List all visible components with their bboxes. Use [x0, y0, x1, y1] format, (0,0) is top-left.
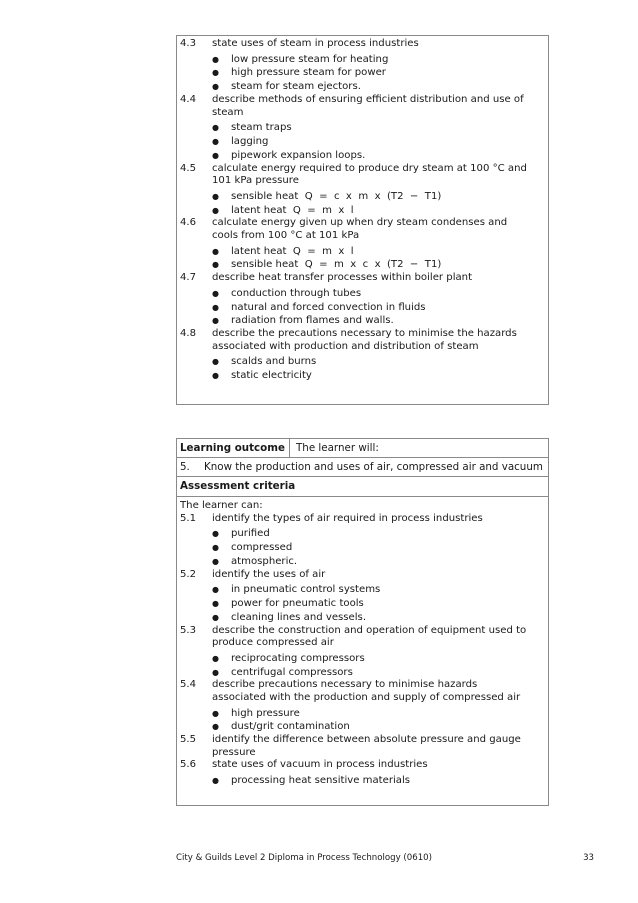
learning-outcome-5-table [176, 438, 549, 806]
learning-outcome-label: Learning outcome [177, 439, 290, 457]
bullet-text: sensible heat Q = c x m x (T2 − T1) [231, 190, 442, 202]
criterion-text: describe methods of ensuring efficient distribution and use of steam [212, 93, 524, 118]
assessment-criteria-body [177, 497, 548, 788]
criterion-4-4 [180, 94, 548, 163]
bullet-icon: ● [212, 316, 219, 326]
bullet-list [180, 53, 548, 94]
bullet-text: scalds and burns [231, 356, 317, 368]
criterion-5-3 [180, 625, 548, 680]
assessment-criteria-heading: Assessment criteria [177, 477, 548, 497]
criterion-number: 5.6 [180, 759, 197, 771]
criterion-number: 5.1 [180, 512, 197, 524]
criterion-number: 4.5 [180, 162, 197, 174]
criterion-4-5 [180, 163, 548, 218]
list-item [212, 245, 548, 259]
bullet-text: low pressure steam for heating [231, 53, 389, 65]
page-footer [176, 853, 594, 864]
list-item [212, 53, 548, 67]
bullet-icon: ● [212, 612, 219, 622]
list-item [212, 774, 548, 788]
bullet-text: dust/grit contamination [231, 721, 350, 733]
bullet-text: static electricity [231, 370, 312, 382]
criterion-text: identify the uses of air [212, 568, 326, 580]
criterion-number: 5.2 [180, 568, 197, 580]
bullet-icon: ● [212, 598, 219, 608]
bullet-list [180, 774, 548, 788]
criterion-4-3 [180, 38, 548, 94]
bullet-icon: ● [212, 191, 219, 201]
bullet-icon: ● [212, 556, 219, 566]
bullet-text: in pneumatic control systems [231, 584, 381, 596]
learning-outcome-header-row [177, 439, 548, 458]
list-item [212, 135, 548, 149]
list-item [212, 190, 548, 204]
bullet-list [180, 287, 548, 328]
list-item [212, 369, 548, 383]
bullet-text: lagging [231, 135, 269, 147]
list-item [212, 121, 548, 135]
bullet-list [180, 707, 548, 735]
bullet-icon: ● [212, 722, 219, 732]
page-number: 33 [583, 853, 594, 863]
bullet-list [180, 583, 548, 624]
bullet-list [180, 355, 548, 383]
bullet-text: steam traps [231, 122, 292, 134]
list-item [212, 541, 548, 555]
bullet-icon: ● [212, 150, 219, 160]
bullet-icon: ● [212, 205, 219, 215]
bullet-text: steam for steam ejectors. [231, 81, 361, 93]
criterion-text: describe the construction and operation of equipment used to produce compressed air [212, 624, 527, 649]
footer-title: City & Guilds Level 2 Diploma in Process Technology (0610) [176, 853, 432, 863]
bullet-icon: ● [212, 542, 219, 552]
bullet-icon: ● [212, 54, 219, 64]
bullet-text: natural and forced convection in fluids [231, 301, 426, 313]
list-item [212, 287, 548, 301]
criterion-text: calculate energy given up when dry steam condenses and cools from 100 °C at 101 kPa [212, 217, 508, 241]
bullet-list [180, 527, 548, 568]
criterion-number: 5.4 [180, 679, 197, 691]
bullet-text: atmospheric. [231, 555, 298, 567]
list-item [212, 527, 548, 541]
criterion-number: 4.8 [180, 328, 197, 340]
criterion-number: 4.4 [180, 93, 197, 105]
criterion-text: describe precautions necessary to minimise hazards associated with the production and supply of compressed air [212, 679, 521, 703]
bullet-icon: ● [212, 371, 219, 381]
bullet-list [180, 190, 548, 218]
list-item [212, 301, 548, 315]
criterion-number: 4.3 [180, 38, 197, 49]
bullet-text: compressed [231, 541, 293, 553]
criterion-text: calculate energy required to produce dry steam at 100 °C and 101 kPa pressure [212, 162, 527, 187]
list-item [212, 555, 548, 569]
bullet-icon: ● [212, 288, 219, 298]
bullet-icon: ● [212, 123, 219, 133]
bullet-icon: ● [212, 260, 219, 270]
bullet-list [180, 245, 548, 273]
list-item [212, 258, 548, 272]
section-4-criteria [180, 38, 548, 383]
criterion-5-4 [180, 679, 548, 734]
list-item [212, 80, 548, 94]
criterion-number: 4.7 [180, 272, 197, 284]
bullet-list [180, 121, 548, 162]
criterion-4-6 [180, 217, 548, 272]
criterion-5-2 [180, 569, 548, 625]
criterion-text: describe the precautions necessary to minimise the hazards associated with production and distribution of steam [212, 328, 517, 352]
bullet-text: cleaning lines and vessels. [231, 611, 367, 623]
section-5-criteria [180, 513, 548, 788]
bullet-text: high pressure [231, 707, 300, 719]
bullet-icon: ● [212, 529, 219, 539]
list-item [212, 666, 548, 680]
criterion-number: 5.3 [180, 624, 197, 636]
criterion-number: 5.5 [180, 734, 197, 746]
bullet-text: latent heat Q = m x l [231, 204, 354, 216]
list-item [212, 597, 548, 611]
list-item [212, 611, 548, 625]
bullet-icon: ● [212, 246, 219, 256]
bullet-list [180, 652, 548, 680]
criterion-4-8 [180, 328, 548, 383]
list-item [212, 149, 548, 163]
criterion-text: identify the types of air required in process industries [212, 512, 483, 524]
bullet-text: latent heat Q = m x l [231, 245, 354, 257]
bullet-icon: ● [212, 653, 219, 663]
bullet-icon: ● [212, 357, 219, 367]
criterion-text: state uses of steam in process industries [212, 38, 419, 49]
learner-will-label: The learner will: [296, 442, 379, 454]
learner-can-text: The learner can: [180, 500, 263, 511]
bullet-text: processing heat sensitive materials [231, 774, 411, 786]
outcome-text: Know the production and uses of air, compressed air and vacuum [204, 461, 543, 473]
bullet-text: high pressure steam for power [231, 67, 386, 79]
bullet-icon: ● [212, 68, 219, 78]
list-item [212, 66, 548, 80]
criterion-text: state uses of vacuum in process industries [212, 759, 428, 771]
outcome-number: 5. [180, 461, 190, 473]
criterion-5-6 [180, 759, 548, 787]
criterion-5-1 [180, 513, 548, 569]
bullet-text: centrifugal compressors [231, 666, 353, 678]
criterion-text: describe heat transfer processes within boiler plant [212, 272, 473, 284]
criterion-5-5 [180, 734, 548, 759]
bullet-text: reciprocating compressors [231, 652, 365, 664]
criterion-4-7 [180, 272, 548, 328]
criterion-text: identify the difference between absolute pressure and gauge pressure [212, 734, 521, 758]
outcome-row [177, 458, 548, 477]
bullet-text: purified [231, 528, 270, 540]
bullet-icon: ● [212, 136, 219, 146]
list-item [212, 204, 548, 218]
bullet-text: radiation from flames and walls. [231, 315, 394, 327]
list-item [212, 314, 548, 328]
list-item [212, 583, 548, 597]
bullet-text: conduction through tubes [231, 287, 362, 299]
bullet-icon: ● [212, 667, 219, 677]
list-item [212, 707, 548, 721]
bullet-icon: ● [212, 585, 219, 595]
criterion-number: 4.6 [180, 217, 197, 229]
bullet-text: pipework expansion loops. [231, 149, 366, 161]
bullet-text: power for pneumatic tools [231, 597, 364, 609]
bullet-icon: ● [212, 775, 219, 785]
list-item [212, 720, 548, 734]
bullet-icon: ● [212, 82, 219, 92]
list-item [212, 355, 548, 369]
bullet-text: sensible heat Q = m x c x (T2 − T1) [231, 259, 442, 271]
list-item [212, 652, 548, 666]
bullet-icon: ● [212, 302, 219, 312]
bullet-icon: ● [212, 708, 219, 718]
criteria-continued-box [176, 35, 549, 405]
